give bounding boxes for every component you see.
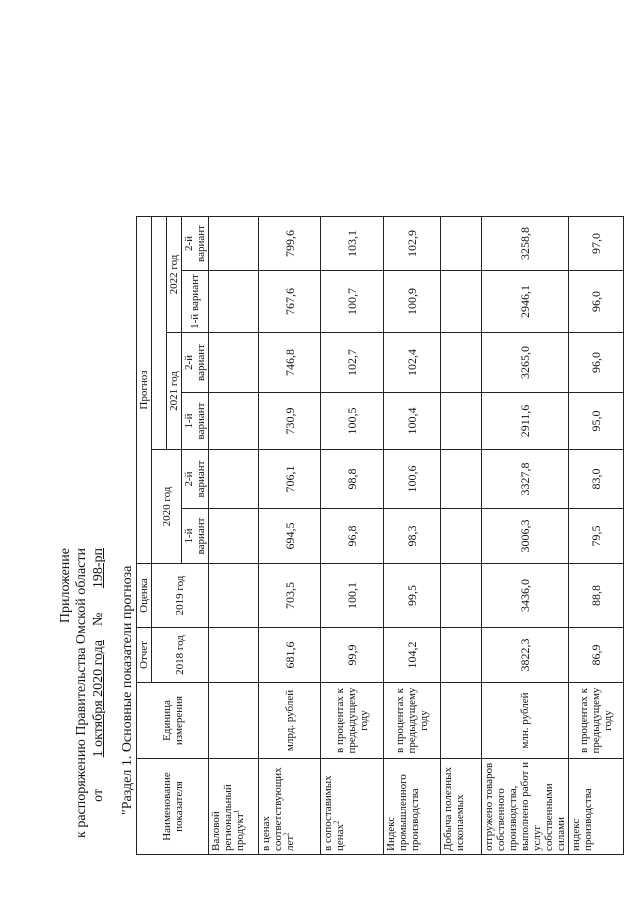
decree-date: 1 октября 2020 года xyxy=(91,640,106,758)
value-cell: 96,0 xyxy=(569,333,624,393)
value-cell: 83,0 xyxy=(569,450,624,509)
row-name-text: индекс производства xyxy=(570,788,594,851)
value-cell xyxy=(209,333,259,393)
footnote-marker: 1 xyxy=(232,809,241,814)
value-cell: 3822,3 xyxy=(482,628,569,683)
row-name xyxy=(569,759,624,855)
year-2021: 2021 год xyxy=(167,333,182,450)
value-cell: 99,9 xyxy=(321,628,384,683)
table-row xyxy=(441,217,482,855)
value-cell: 102,9 xyxy=(384,217,441,271)
variant-1-2021: 1-й вариант xyxy=(182,393,209,450)
value-cell xyxy=(209,271,259,333)
value-cell: 97,0 xyxy=(569,217,624,271)
value-cell xyxy=(209,628,259,683)
row-name xyxy=(441,759,482,855)
row-unit: млн. рублей xyxy=(482,683,569,759)
row-unit xyxy=(441,683,482,759)
table-row xyxy=(259,217,321,855)
row-name-text: Добыча полезных ископаемых xyxy=(442,766,466,851)
row-name xyxy=(482,759,569,855)
appendix-label: Приложение xyxy=(58,548,73,624)
row-unit: в процентах к предыдущему году xyxy=(384,683,441,759)
row-name xyxy=(321,759,384,855)
decree-reference: к распоряжению Правительства Омской области xyxy=(74,548,89,838)
value-cell xyxy=(209,450,259,509)
table-body xyxy=(209,217,624,855)
row-unit: в процентах к предыдущему году xyxy=(569,683,624,759)
variant-1-2020: 1-й вариант xyxy=(182,509,209,564)
year-2018: 2018 год xyxy=(152,628,209,683)
value-cell xyxy=(209,509,259,564)
col-header-report: Отчет xyxy=(137,628,152,683)
col-header-name: Наименование показателя xyxy=(137,759,209,855)
value-cell: 79,5 xyxy=(569,509,624,564)
row-unit: млрд. рублей xyxy=(259,683,321,759)
table-row xyxy=(482,217,569,855)
value-cell xyxy=(441,509,482,564)
year-2022: 2022 год xyxy=(167,217,182,333)
value-cell: 98,8 xyxy=(321,450,384,509)
number-prefix: № xyxy=(91,612,106,627)
value-cell xyxy=(441,333,482,393)
decree-date-line xyxy=(91,548,107,802)
section-title: "Раздел 1. Основные показатели прогноза xyxy=(120,565,135,815)
col-header-unit: Единица измерения xyxy=(137,683,209,759)
value-cell: 3265,0 xyxy=(482,333,569,393)
value-cell: 98,3 xyxy=(384,509,441,564)
row-unit: в процентах к предыдущему году xyxy=(321,683,384,759)
value-cell: 86,9 xyxy=(569,628,624,683)
year-2020: 2020 год xyxy=(152,450,182,564)
value-cell: 103,1 xyxy=(321,217,384,271)
value-cell: 100,5 xyxy=(321,393,384,450)
forecast-table xyxy=(136,216,624,855)
value-cell: 95,0 xyxy=(569,393,624,450)
row-name xyxy=(384,759,441,855)
value-cell: 3436,0 xyxy=(482,564,569,628)
row-name-text: Валовой региональный продукт xyxy=(210,784,246,851)
value-cell: 730,9 xyxy=(259,393,321,450)
value-cell: 88,8 xyxy=(569,564,624,628)
table-row xyxy=(569,217,624,855)
value-cell: 3258,8 xyxy=(482,217,569,271)
col-header-estimate: Оценка xyxy=(137,564,152,628)
variant-2-2021: 2-й вариант xyxy=(182,333,209,393)
table-row xyxy=(209,217,259,855)
value-cell xyxy=(441,564,482,628)
year-2019: 2019 год xyxy=(152,564,209,628)
value-cell xyxy=(441,393,482,450)
value-cell: 100,6 xyxy=(384,450,441,509)
decree-number: 198-рп xyxy=(91,548,106,589)
value-cell: 767,6 xyxy=(259,271,321,333)
value-cell: 694,5 xyxy=(259,509,321,564)
blank-span xyxy=(152,217,167,450)
value-cell: 2946,1 xyxy=(482,271,569,333)
value-cell: 102,7 xyxy=(321,333,384,393)
value-cell: 706,1 xyxy=(259,450,321,509)
row-unit xyxy=(209,683,259,759)
row-name xyxy=(209,759,259,855)
row-name xyxy=(259,759,321,855)
value-cell xyxy=(441,217,482,271)
value-cell: 102,4 xyxy=(384,333,441,393)
date-prefix: от xyxy=(91,788,106,802)
value-cell: 746,8 xyxy=(259,333,321,393)
value-cell xyxy=(441,628,482,683)
footnote-marker: 2 xyxy=(332,820,341,824)
value-cell: 799,6 xyxy=(259,217,321,271)
table-row xyxy=(384,217,441,855)
footnote-marker: 2 xyxy=(282,832,291,836)
value-cell: 104,2 xyxy=(384,628,441,683)
variant-1-2022: 1-й вариант xyxy=(182,271,209,333)
value-cell: 3327,8 xyxy=(482,450,569,509)
value-cell: 100,7 xyxy=(321,271,384,333)
value-cell xyxy=(441,271,482,333)
row-name-text: в ценах соответствующих лет xyxy=(260,767,296,851)
value-cell xyxy=(209,393,259,450)
value-cell: 100,4 xyxy=(384,393,441,450)
value-cell: 99,5 xyxy=(384,564,441,628)
value-cell: 100,1 xyxy=(321,564,384,628)
row-name-text: Индекс промышленного производства xyxy=(385,774,421,851)
value-cell xyxy=(441,450,482,509)
table-row xyxy=(321,217,384,855)
row-name-text: отгружено товаров собственного производства, выполнено работ и услуг собственными силами xyxy=(483,762,567,851)
variant-2-2022: 2-й вариант xyxy=(182,217,209,271)
value-cell: 96,0 xyxy=(569,271,624,333)
row-name-text: в сопоставимых ценах xyxy=(322,775,346,851)
value-cell: 100,9 xyxy=(384,271,441,333)
value-cell: 2911,6 xyxy=(482,393,569,450)
value-cell xyxy=(209,564,259,628)
variant-2-2020: 2-й вариант xyxy=(182,450,209,509)
col-header-forecast: Прогноз xyxy=(137,217,152,564)
value-cell: 96,8 xyxy=(321,509,384,564)
value-cell: 681,6 xyxy=(259,628,321,683)
value-cell: 703,5 xyxy=(259,564,321,628)
value-cell xyxy=(209,217,259,271)
value-cell: 3006,3 xyxy=(482,509,569,564)
